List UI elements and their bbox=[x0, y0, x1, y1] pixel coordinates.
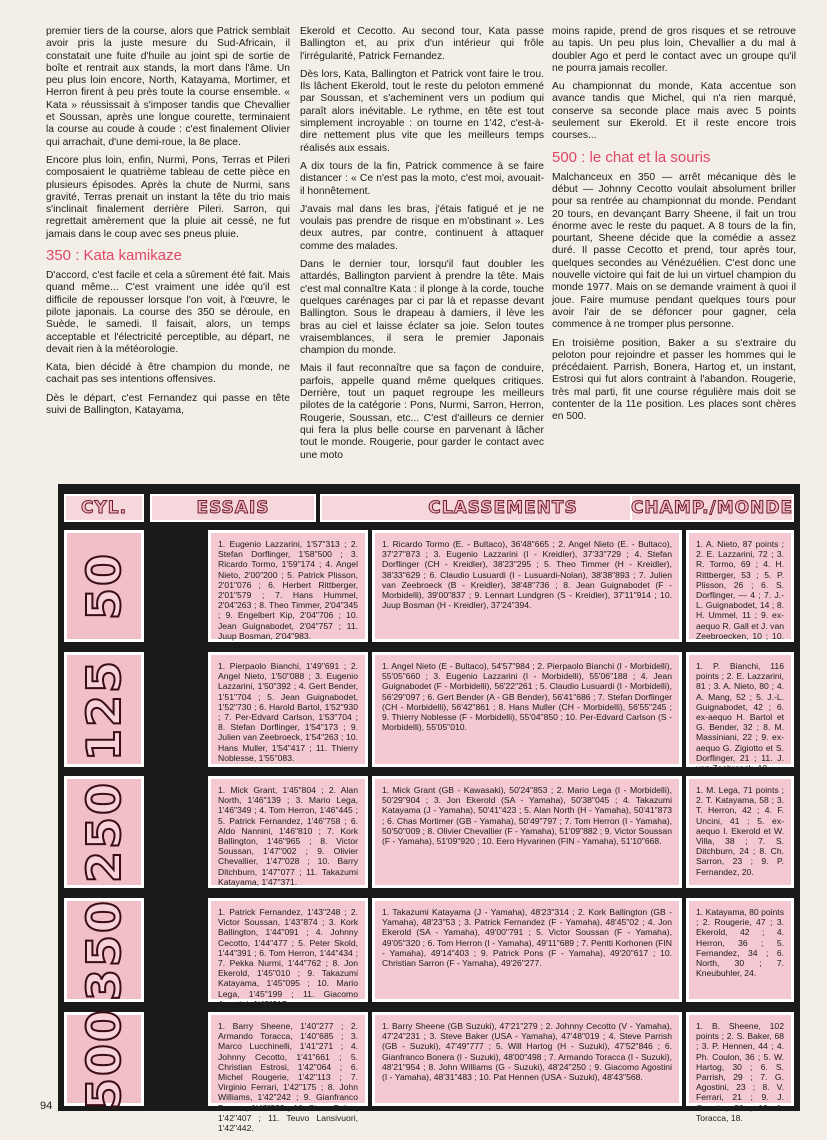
paragraph: D'accord, c'est facile et cela a sûrement été fait. Mais quand même... C'est vraiment une idée qu'il est difficile de repousser lorsque l'on voit, à l'œuvre, le pilote japonais. La course des 350 se déroule, en Suède, le samedi. Il faisait, alors, un temps acceptable et l'électricité perceptible, au départ, ne devait rien à la météorologie. bbox=[46, 270, 290, 355]
divider bbox=[150, 898, 206, 1002]
championship-cell: 1. B. Sheene, 102 points ; 2. S. Baker, 68 ; 3. P. Hennen, 44 ; 4. Ph. Coulon, 36 ; 5. W. Hartog, 30 ; 6. S. Parrish, 29 ; 7. G. Agostini, 23 ; 8. V. Ferrari, 21 ; 9. J. Cecotto, 20 ; 10. A. Toracca, 18. bbox=[686, 1012, 794, 1106]
paragraph: Au championnat du monde, Kata accentue son avance tandis que Michel, qui n'a rien marqué, conserve sa seconde place mais avec 5 points seulement sur Ekerold. Et il reste encore trois courses... bbox=[552, 81, 796, 142]
header-cyl bbox=[64, 494, 144, 522]
cylinder-cell bbox=[64, 652, 144, 767]
paragraph: A dix tours de la fin, Patrick commence à se faire distancer : « Ce n'est pas la moto, c'est moi, avouait-il honnêtement. bbox=[300, 160, 544, 197]
article-column-3 bbox=[552, 26, 796, 430]
paragraph: Encore plus loin, enfin, Nurmi, Pons, Terras et Pileri composaient le quatrième tableau de cette pièce en plusieurs épisodes. Après la chute de Nurmi, sans gravité, Terras prenait un instant la tête du trio mais s'inclinait finalement derrière Pileri. Sarron, qui regrettait amèrement que la pluie ait cessé, ne fut jamais dans le coup avec ses pneus pluie. bbox=[46, 154, 290, 240]
cylinder-label: 350 bbox=[77, 898, 131, 1002]
paragraph: moins rapide, prend de gros risques et se retrouve au tapis. Un peu plus loin, Chevallier a du mal à doubler Ago et perd le contact avec un groupe qu'il ne pourra jamais recoller. bbox=[552, 26, 796, 74]
cylinder-cell bbox=[64, 898, 144, 1002]
table-row-125 bbox=[58, 652, 800, 774]
header-champ-monde bbox=[630, 494, 794, 522]
cylinder-label: 125 bbox=[77, 658, 131, 761]
divider bbox=[150, 652, 206, 767]
classements-cell: 1. Barry Sheene (GB Suzuki), 47'21"279 ; 2. Johnny Cecotto (V - Yamaha), 47'24"231 ; 3. Steve Baker (USA - Yamaha), 47'48"019 ; 4. Steve Parrish (GB - Suzuki), 47'49"777 ; 5. Will Hartog (H - Suzuki), 47'52"846 ; 6. Gianfranco Bonera (I - Suzuki), 48'00"498 ; 7. Armando Toracca (I - Suzuki), 48'21"954 ; 8. John Williams (G - Suzuki), 48'24"250 ; 9. Giacomo Agostini (I - Yamaha), 48'31"483 ; 10. Pat Hennen (USA - Suzuki), 48'43"568. bbox=[372, 1012, 682, 1106]
divider bbox=[150, 776, 206, 888]
page-number: 94 bbox=[40, 1100, 53, 1112]
essais-cell: 1. Eugenio Lazzarini, 1'57"313 ; 2. Stefan Dorflinger, 1'58"500 ; 3. Ricardo Tormo, 1'59"174 ; 4. Angel Nieto, 2'00"200 ; 5. Patrick Plisson, 2'01"076 ; 6. Herbert Rittberger, 2'01"579 ; 7. Hans Hummel, 2'04"263 ; 8. Theo Timmer, 2'04"345 ; 9. Engelbert Kip, 2'04"706 ; 10. Jean Guignabodet, 2'04"757 ; 11. Juup Bosman, 2'04"983. bbox=[208, 530, 368, 642]
table-row-250 bbox=[58, 776, 800, 888]
header-champ-label: CHAMP./MONDE bbox=[630, 498, 794, 518]
section-heading-350: 350 : Kata kamikaze bbox=[46, 247, 182, 265]
essais-cell: 1. Pierpaolo Bianchi, 1'49"691 ; 2. Angel Nieto, 1'50"088 ; 3. Eugenio Lazzarini, 1'50"392 ; 4. Gert Bender, 1'51"704 ; 5. Jean Guignabodet, 1'52"730 ; 6. Harold Bartol, 1'52"930 ; 7. Per-Edvard Carlson, 1'53"704 ; 8. Stefan Dorflinger, 1'54"173 ; 9. Julien van Zeebroeck, 1'54"263 ; 10. Hans Muller, 1'54"417 ; 11. Thierry Noblesse, 1'55"083. bbox=[208, 652, 368, 767]
article-column-1 bbox=[46, 26, 290, 423]
article-column-2 bbox=[300, 26, 544, 468]
essais-cell: 1. Patrick Fernandez, 1'43"248 ; 2. Victor Soussan, 1'43"874 ; 3. Kork Ballington, 1'44"091 ; 4. Johnny Cecotto, 1'44"477 ; 5. Peter Skold, 1'44"391 ; 6. Tom Herron, 1'44"434 ; 7. Pekka Nurmi, 1'44"762 ; 8. Jon Ekerold, 1'45"010 ; 9. Takazumi Katayama, 1'45"095 ; 10. Mario Lega, 1'45"199 ; 11. Giacomo Agostini, 1'45"217. bbox=[208, 898, 368, 1002]
paragraph: Kata, bien décidé à être champion du monde, ne cachait pas ses intentions offensives. bbox=[46, 362, 290, 386]
paragraph: Dans le dernier tour, lorsqu'il faut doubler les attardés, Ballington parvient à prendre la tête. Mais c'est mal connaître Kata : il plonge à la corde, touche quelques carénages par ci par là et repasse devant Ballington. Sous le drapeau à damiers, il lève les bras au ciel et laisse éclater sa joie. Selon toutes vraisemblances, il sera le premier Japonais champion du monde. bbox=[300, 259, 544, 357]
header-essais bbox=[150, 494, 316, 522]
essais-cell: 1. Barry Sheene, 1'40"277 ; 2. Armando Toracca, 1'40"685 ; 3. Marco Lucchinelli, 1'41"271 ; 4. Johnny Cecotto, 1'41"661 ; 5. Christian Estrosi, 1'42"064 ; 6. Michel Rougerie, 1'42"113 ; 7. Virginio Ferrari, 1'42"175 ; 8. John Williams, 1'42"242 ; 9. Gianfranco Bonera, 1'42"332 ; 10. Steve Baker, 1'42"407 ; 11. Teuvo Lansivuori, 1'42"442. bbox=[208, 1012, 368, 1106]
table-row-500 bbox=[58, 1007, 800, 1134]
championship-cell: 1. A. Nieto, 87 points ; 2. E. Lazzarini, 72 ; 3. R. Tormo, 69 ; 4. H. Rittberger, 53 ; 5. P. Plisson, 26 ; 6. S. Dorflinger, — 4 ; 7. J.-L. Guignabodet, 14 ; 8. H. Ummel, 11 ; 9. ex-aequo R. Gall et J. van Zeebroecken, 10 ; 10. ex-aequo U. Graf et H. bbox=[686, 530, 794, 642]
table-row-350 bbox=[58, 898, 800, 1009]
essais-cell: 1. Mick Grant, 1'45"804 ; 2. Alan North, 1'46"139 ; 3. Mario Lega, 1'46"349 ; 4. Tom Herron, 1'46"445 ; 5. Patrick Fernandez, 1'46"758 ; 6. Aldo Nannini, 1'46"810 ; 7. Kork Ballington, 1'46"965 ; 8. Victor Soussan, 1'47"002 ; 9. Olivier Chevallier, 1'47"028 ; 10. Barry Ditchburn, 1'47"077 ; 11. Takazumi Katayama, 1'47"371. bbox=[208, 776, 368, 888]
paragraph: Ekerold et Cecotto. Au second tour, Kata passe Ballington et, au prix d'un intérieur qui frôle l'irrégularité, Patrick Fernandez. bbox=[300, 26, 544, 62]
cylinder-cell bbox=[64, 530, 144, 642]
championship-cell: 1. M. Lega, 71 points ; 2. T. Katayama, 58 ; 3. T. Herron, 42 ; 4. F. Uncini, 41 ; 5. ex-aequo I. Ekerold et W. Villa, 38 ; 7. S. Ditchburn, 24 ; 8. Ch. Sarron, 23 ; 9. P. Fernandez, 20. bbox=[686, 776, 794, 888]
paragraph: J'avais mal dans les bras, j'étais fatigué et je ne voulais pas prendre de risque en m'obstinant ». Les deux autres, par contre, continuent à attaquer comme des malades. bbox=[300, 203, 544, 252]
cylinder-cell bbox=[64, 776, 144, 888]
paragraph: premier tiers de la course, alors que Patrick semblait avoir pris la juste mesure du Sud-Africain, il constatait une fuite d'huile au joint spi de sortie de boîte et rentrait aux stands, la mort dans l'âme. Un peu plus loin encore, North, Katayama, Mortimer, et Herron firent à peu près toute la course ensemble. « Kata » réussissait à s'imposer tandis que Chevallier et Soussan, après une longue courette, terminaient la course au coude à coude : c'est finalement Olivier qui arrachait, d'une demi-roue, la 8e place. bbox=[46, 26, 290, 148]
championship-cell: 1. Katayama, 80 points ; 2. Rougerie, 47 ; 3. Ekerold, 42 ; 4. Herron, 36 ; 5. Fernandez, 34 ; 6. North, 30 ; 7. Kneubuhler, 24. bbox=[686, 898, 794, 1002]
paragraph: En troisième position, Baker a su s'extraire du peloton pour rejoindre et passer les hommes qui le précédaient. Parrish, Bonera, Hartog et, un instant, Estrosi qui fut alors contraint à l'abandon. Rougerie, très mal parti, fit une course régulière mais doit se contenter de la 11e position. Les places sont chères en 500. bbox=[552, 337, 796, 423]
article-columns bbox=[46, 26, 796, 478]
divider bbox=[150, 530, 206, 642]
table-row-50 bbox=[58, 530, 800, 652]
classements-cell: 1. Mick Grant (GB - Kawasaki), 50'24"853 ; 2. Mario Lega (I - Morbidelli), 50'29"904 ; 3. Jon Ekerold (SA - Yamaha), 50'38"045 ; 4. Takazumi Katayama (J - Yamaha), 50'41"423 ; 5. Alan North (H - Yamaha), 50'41"873 ; 6. Chas Mortimer (GB - Yamaha), 50'49"797 ; 7. Tom Herron (I - Yamaha), 50'50"009 ; 8. Olivier Chevallier (F - Yamaha), 51'09"882 ; 9. Victor Soussan (F - Yamaha), 51'09"920 ; 10. Eero Hyvarinen (FIN - Yamaha), 51'10"668. bbox=[372, 776, 682, 888]
divider bbox=[150, 1012, 206, 1106]
classements-cell: 1. Angel Nieto (E - Bultaco), 54'57"984 ; 2. Pierpaolo Bianchi (I - Morbidelli), 55'05"660 ; 3. Eugenio Lazzarini (I - Morbidelli), 55'06"188 ; 4. Jean Guignabodet (F - Morbidelli), 56'22"261 ; 5. Claudio Lusuardi (I - Morbidelli), 56'29"097 ; 6. Gert Bender (A - GB Bender), 56'41"686 ; 7. Stefan Dorflinger (CH - Morbidelli), 56'42"861 ; 8. Hans Muller (CH - Morbidelli), 56'55"245 ; 9. Thierry Noblesse (F - Morbidelli), 55'04"850 ; 10. Per-Edvard Carlson (S - Morbidelli), 55'05"010. bbox=[372, 652, 682, 767]
paragraph: Dès lors, Kata, Ballington et Patrick vont faire le trou. Ils lâchent Ekerold, tout le reste du peloton emmené par Soussan, et s'acheminent vers un podium qui paraît alors inévitable. Le rythme, en tête est tout simplement incroyable : on tourne en 1'42, c'est-à-dire nettement plus vite que les meilleurs temps réalisés aux essais. bbox=[300, 68, 544, 154]
cylinder-label: 500 bbox=[77, 1007, 131, 1111]
section-heading-500: 500 : le chat et la souris bbox=[552, 148, 711, 166]
paragraph: Malchanceux en 350 — arrêt mécanique dès le début — Johnny Cecotto voulait absolument briller pour sa rentrée au championnat du monde. Pendant 20 tours, en devançant Barry Sheene, il fait un trou énorme avec le reste du paquet. A 8 tours de la fin, pourtant, Sheene décide que la comédie a assez duré. Il passe Cecotto et prend, tour après tour, quelques secondes au Vénézuélien. C'est donc une nouvelle victoire qui fait de lui un virtuel champion du monde 1977. Mais on se demande vraiment à quoi il joue. Faire mumuse pendant quelques tours pour avoir l'air de se défoncer pour gagner, cela commence à ne tromper plus personne. bbox=[552, 171, 796, 331]
classements-cell: 1. Ricardo Tormo (E. - Bultaco), 36'48"665 ; 2. Angel Nieto (E. - Bultaco), 37'27"873 ; 3. Eugenio Lazzarini (I - Kreidler), 37'33"729 ; 4. Stefan Dorflinger (CH - Kreidler), 38'23"295 ; 5. Theo Timmer (H - Kreidler), 38'33"629 ; 6. Claudio Lusuardi (I - Lusuardi-Nolan), 38'38"893 ; 7. Julien van Zeebroeck (B - Kreidler), 38'48"736 ; 8. Jean Guignabodet (F - Morbidelli), 39'00"837 ; 9. Lennart Lundgren (S - Kreidler), 37'11"914 ; 10. Juup Bosman (H - Kreidler), 37'24"394. bbox=[372, 530, 682, 642]
paragraph: Dès le départ, c'est Fernandez qui passe en tête suivi de Ballington, Katayama, bbox=[46, 392, 290, 417]
results-table bbox=[58, 484, 800, 1134]
cylinder-label: 50 bbox=[76, 551, 131, 621]
championship-cell: 1. P. Bianchi, 116 points ; 2. E. Lazzarini, 81 ; 3. A. Nieto, 80 ; 4. A. Mang, 52 ; 5. J.-L. Guignabodet, 42 ; 6. ex-aequo H. Bartol et G. Bender, 32 ; 8. M. Massiniani, 22 ; 9. ex-aequo G. Zigiotto et S. Dorflinger, 21 ; 11. J. van Zeebroeck, 19. bbox=[686, 652, 794, 767]
header-essais-label: ESSAIS bbox=[196, 498, 270, 518]
header-cyl-label: CYL. bbox=[80, 498, 128, 518]
classements-cell: 1. Takazumi Katayama (J - Yamaha), 48'23"314 ; 2. Kork Ballington (GB - Yamaha), 48'23"53 ; 3. Patrick Fernandez (F - Yamaha), 48'45"02 ; 4. Jon Ekerold (SA - Yamaha), 49'00"791 ; 5. Victor Soussan (F - Yamaha), 49'05"320 ; 6. Tom Herron (I - Yamaha), 49'11"689 ; 7. Pentti Korhonen (FIN - Yamaha), 49'14"403 ; 9. Patrick Pons (F - Yamaha), 49'20"617 ; 10. Christian Sarron (F - Yamaha), 49'26"277. bbox=[372, 898, 682, 1002]
header-classements-label: CLASSEMENTS bbox=[428, 498, 578, 518]
cylinder-label: 250 bbox=[77, 780, 131, 884]
cylinder-cell bbox=[64, 1007, 144, 1111]
paragraph: Mais il faut reconnaître que sa façon de conduire, parfois, appelle quand même quelques critiques. Derrière, tout un paquet regroupe les meilleurs pilotes de la catégorie : Pons, Nurmi, Sarron, Herron, Rougerie, Soussan, etc... C'est d'ailleurs ce dernier qui fera la plus belle course en parvenant à lâcher tout le monde. Rougerie, pour garder le contact avec une moto bbox=[300, 363, 544, 461]
